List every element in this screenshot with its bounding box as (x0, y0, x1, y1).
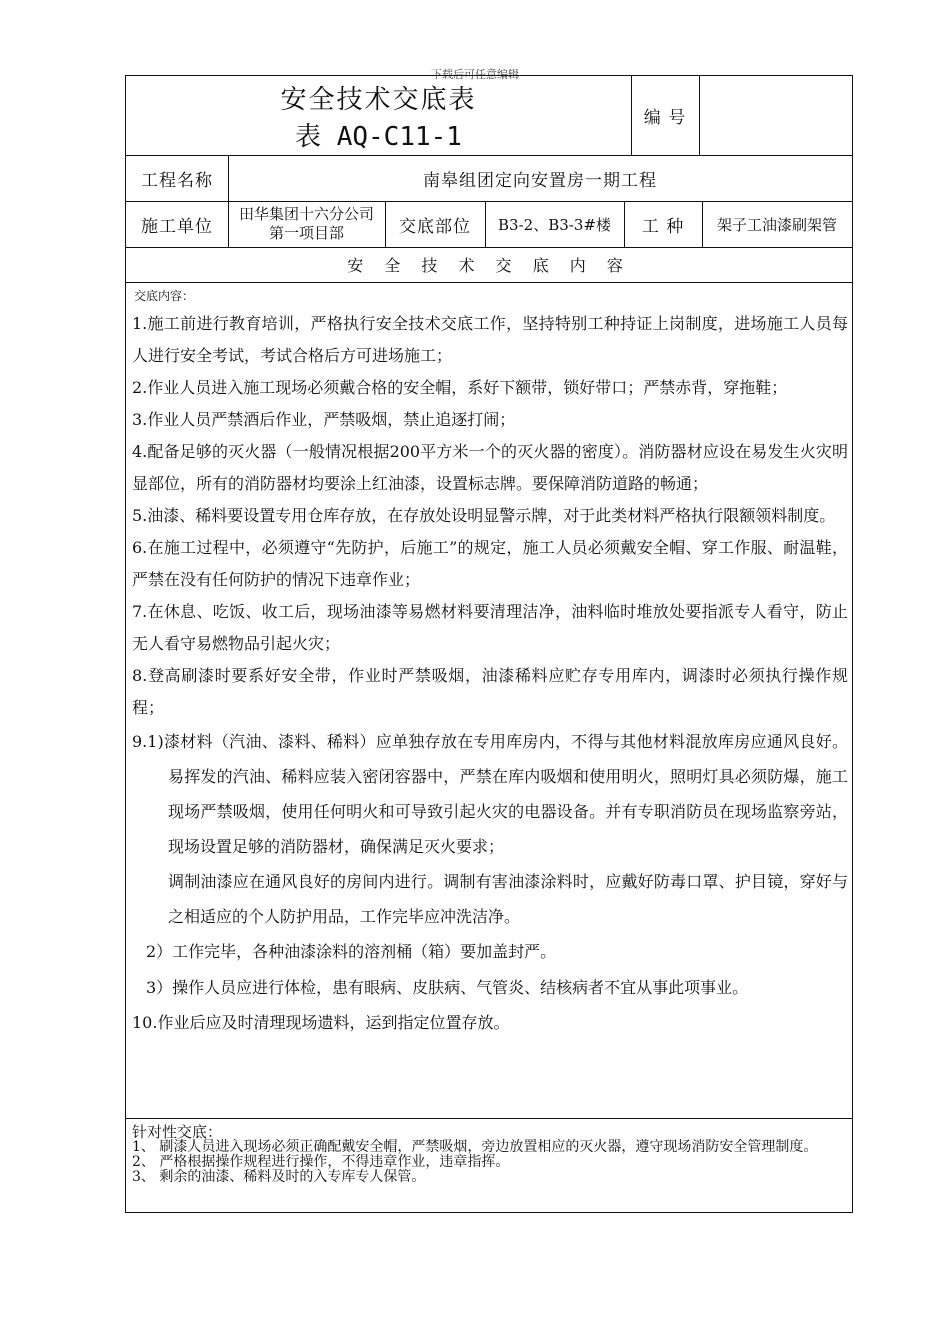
project-name-label: 工程名称 (141, 170, 213, 191)
content-item: 7.在休息、吃饭、收工后，现场油漆等易燃材料要清理洁净，油料临时堆放处要指派专人看守，防止无人看守易燃物品引起火灾； (132, 602, 848, 653)
content-item: 9.1)漆材料（汽油、漆料、稀料）应单独存放在专用库房内，不得与其他材料混放库房应通风良好。易挥发的汽油、稀料应装入密闭容器中，严禁在库内吸烟和使用明火，照明灯具必须防爆，施工现场严禁吸烟，使用任何明火和可导致引起火灾的电器设备。并有专职消防员在现场监察旁站，现场设置足够的消防器材，确保满足灭火要求； (132, 732, 848, 856)
trade-label: 工 种 (641, 216, 685, 237)
section-title: 安 全 技 术 交 底 内 容 (347, 256, 631, 275)
targeted-item: 1、 刷漆人员进入现场必须正确配戴安全帽，严禁吸烟，旁边放置相应的灭火器，遵守现场消防安全管理制度。 (132, 1139, 818, 1155)
content-item: 2）工作完毕，各种油漆涂料的溶剂桶（箱）要加盖封严。 (146, 942, 557, 961)
disclosure-part-label: 交底部位 (399, 216, 471, 237)
content-item: 6.在施工过程中，必须遵守“先防护，后施工”的规定，施工人员必须戴安全帽、穿工作服、耐温鞋，严禁在没有任何防护的情况下违章作业； (132, 538, 848, 589)
disclosure-content (132, 287, 848, 1039)
targeted-item: 2、 严格根据操作规程进行操作，不得违章作业，违章指挥。 (132, 1154, 510, 1170)
targeted-disclosure (132, 1125, 848, 1185)
content-item: 3）操作人员应进行体检，患有眼病、皮肤病、气管炎、结核病者不宜从事此项事业。 (146, 978, 749, 997)
content-item: 4.配备足够的灭火器（一般情况根据200平方米一个的灭火器的密度）。消防器材应设在易发生火灾明显部位，所有的消防器材均要涂上红油漆，设置标志牌。要保障消防道路的畅通； (132, 442, 848, 493)
content-item: 调制油漆应在通风良好的房间内进行。调制有害油漆涂料时，应戴好防毒口罩、护目镜，穿好与之相适应的个人防护用品，工作完毕应冲洗洁净。 (168, 872, 848, 926)
content-item: 5.油漆、稀料要设置专用仓库存放，在存放处设明显警示牌，对于此类材料严格执行限额领料制度。 (132, 506, 836, 525)
disclosure-part-value: B3-2、B3-3#楼 (498, 215, 611, 234)
number-value (699, 76, 852, 155)
trade-value: 架子工油漆刷架管 (716, 215, 837, 234)
content-item: 3.作业人员严禁酒后作业，严禁吸烟，禁止追逐打闹； (132, 410, 516, 429)
construction-unit-value: 田华集团十六分公司第一项目部 (238, 205, 374, 242)
divider (126, 282, 852, 283)
project-name-value: 南皋组团定向安置房一期工程 (423, 170, 657, 191)
form-title: 安全技术交底表 (280, 84, 477, 115)
content-item: 1.施工前进行教育培训，严格执行安全技术交底工作，坚持特别工种持证上岗制度，进场施工人员每人进行安全考试，考试合格后方可进场施工； (132, 314, 848, 365)
form-code: 表 AQ-C11-1 (295, 121, 462, 152)
content-item: 2.作业人员进入施工现场必须戴合格的安全帽，系好下额带，锁好带口；严禁赤背，穿拖鞋； (132, 378, 788, 397)
divider (126, 1118, 852, 1119)
number-label: 编 号 (643, 108, 687, 128)
targeted-title: 针对性交底： (132, 1123, 223, 1141)
construction-unit-label: 施工单位 (141, 216, 213, 237)
watermark-text: 下载后可任意编辑 (431, 68, 519, 81)
content-item: 10.作业后应及时清理现场遗料，运到指定位置存放。 (132, 1013, 510, 1032)
form-header (126, 76, 631, 155)
safety-disclosure-form (125, 75, 853, 1213)
targeted-item: 3、 剩余的油漆、稀料及时的入专库专人保管。 (132, 1169, 426, 1185)
content-intro: 交底内容： (134, 289, 195, 303)
content-item: 8.登高刷漆时要系好安全带，作业时严禁吸烟，油漆稀料应贮存专用库内，调漆时必须执行操作规程； (132, 666, 848, 717)
